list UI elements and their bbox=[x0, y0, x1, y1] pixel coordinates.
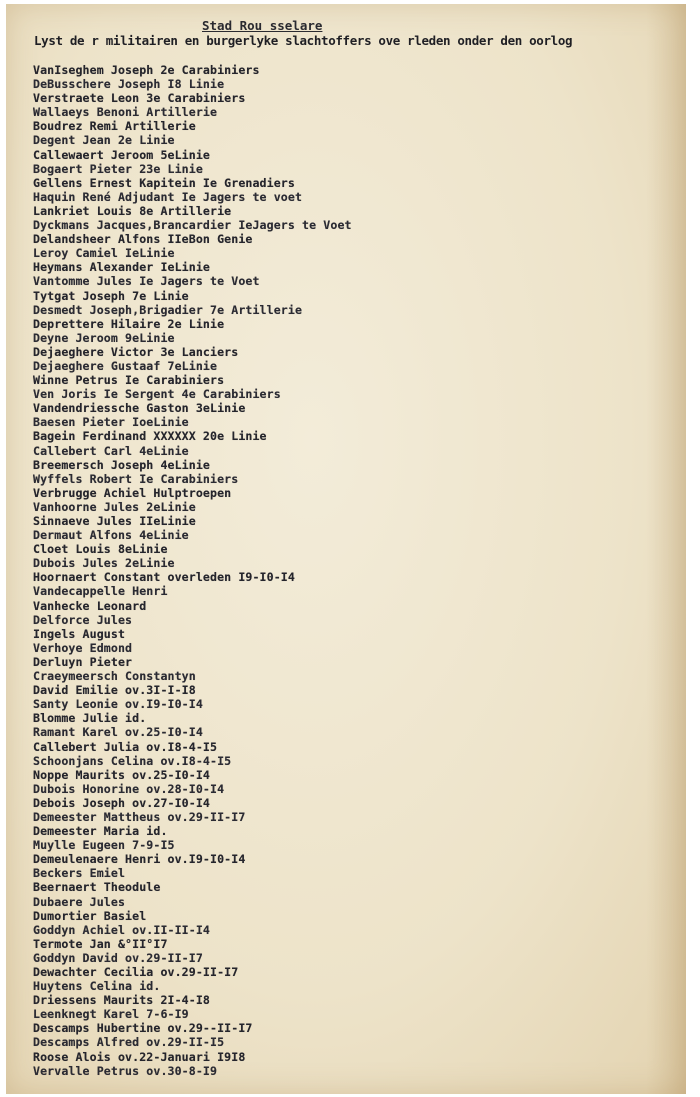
list-item: Winne Petrus Ie Carabiniers bbox=[33, 373, 225, 388]
casualty-list bbox=[33, 63, 673, 1078]
list-item: Wyffels Robert Ie Carabiniers bbox=[33, 471, 239, 486]
list-item: Demeester Mattheus ov.29-II-I7 bbox=[33, 809, 246, 824]
list-item: Dejaeghere Gustaaf 7eLinie bbox=[33, 358, 218, 373]
list-item: Delandsheer Alfons IIeBon Genie bbox=[33, 232, 253, 247]
list-item: Verbrugge Achiel Hulptroepen bbox=[33, 485, 232, 500]
list-item: David Emilie ov.3I-I-I8 bbox=[33, 683, 196, 698]
list-item: Ramant Karel ov.25-I0-I4 bbox=[33, 725, 203, 740]
document-page bbox=[6, 4, 686, 1094]
list-item: Beernaert Theodule bbox=[33, 880, 161, 895]
list-item: Dejaeghere Victor 3e Lanciers bbox=[33, 344, 239, 359]
list-item: Lankriet Louis 8e Artillerie bbox=[33, 203, 232, 218]
list-item: Descamps Hubertine ov.29--II-I7 bbox=[33, 1021, 253, 1036]
list-item: Demeulenaere Henri ov.I9-I0-I4 bbox=[33, 852, 246, 867]
list-item: Beckers Emiel bbox=[33, 866, 126, 881]
list-item: Leenknegt Karel 7-6-I9 bbox=[33, 1007, 189, 1022]
list-item: Haquin René Adjudant Ie Jagers te voet bbox=[33, 189, 303, 204]
list-item: Delforce Jules bbox=[33, 612, 133, 627]
list-item: Vanhecke Leonard bbox=[33, 598, 147, 613]
list-item: Dubois Jules 2eLinie bbox=[33, 556, 175, 571]
list-item: Vandendriessche Gaston 3eLinie bbox=[33, 401, 246, 416]
list-item: Blomme Julie id. bbox=[33, 711, 147, 726]
list-item: Verstraete Leon 3e Carabiniers bbox=[33, 91, 246, 106]
list-item: Degent Jean 2e Linie bbox=[33, 133, 175, 148]
list-item: Noppe Maurits ov.25-I0-I4 bbox=[33, 767, 211, 782]
list-item: Ingels August bbox=[33, 626, 126, 641]
list-item: Hoornaert Constant overleden I9-I0-I4 bbox=[33, 570, 295, 585]
list-item: Demeester Maria id. bbox=[33, 824, 168, 839]
list-item: Debois Joseph ov.27-I0-I4 bbox=[33, 795, 211, 810]
list-item: Bogaert Pieter 23e Linie bbox=[33, 161, 203, 176]
list-item: Dyckmans Jacques,Brancardier IeJagers te Voet bbox=[33, 218, 352, 233]
list-item: Vervalle Petrus ov.30-8-I9 bbox=[33, 1063, 218, 1078]
list-item: Wallaeys Benoni Artillerie bbox=[33, 105, 218, 120]
list-item: Tytgat Joseph 7e Linie bbox=[33, 288, 189, 303]
list-item: Callewaert Jeroom 5eLinie bbox=[33, 147, 211, 162]
list-item: Gellens Ernest Kapitein Ie Grenadiers bbox=[33, 175, 295, 190]
list-item: Baesen Pieter IoeLinie bbox=[33, 415, 189, 430]
list-item: Craeymeersch Constantyn bbox=[33, 669, 196, 684]
list-item: Leroy Camiel IeLinie bbox=[33, 246, 175, 261]
list-item: Desmedt Joseph,Brigadier 7e Artillerie bbox=[33, 302, 303, 317]
list-item: Vantomme Jules Ie Jagers te Voet bbox=[33, 274, 260, 289]
list-item: Callebert Carl 4eLinie bbox=[33, 443, 189, 458]
list-item: VanIseghem Joseph 2e Carabiniers bbox=[33, 63, 260, 77]
list-item: Derluyn Pieter bbox=[33, 654, 133, 669]
list-item: Bagein Ferdinand XXXXXX 20e Linie bbox=[33, 429, 267, 444]
list-item: Dumortier Basiel bbox=[33, 908, 147, 923]
list-item: Dubaere Jules bbox=[33, 894, 126, 909]
list-item: DeBusschere Joseph I8 Linie bbox=[33, 77, 225, 92]
list-item: Boudrez Remi Artillerie bbox=[33, 119, 196, 134]
list-item: Huytens Celina id. bbox=[33, 979, 161, 994]
list-item: Roose Alois ov.22-Januari I9I8 bbox=[33, 1049, 246, 1064]
list-item: Heymans Alexander IeLinie bbox=[33, 260, 211, 275]
list-item: Dubois Honorine ov.28-I0-I4 bbox=[33, 781, 225, 796]
list-item: Verhoye Edmond bbox=[33, 640, 133, 655]
list-item: Sinnaeve Jules IIeLinie bbox=[33, 514, 196, 528]
city-heading: Stad Rou sselare bbox=[202, 18, 323, 33]
list-item: Dewachter Cecilia ov.29-II-I7 bbox=[33, 965, 239, 979]
list-item: Driessens Maurits 2I-4-I8 bbox=[33, 993, 211, 1008]
list-item: Dermaut Alfons 4eLinie bbox=[33, 528, 189, 543]
list-item: Vanhoorne Jules 2eLinie bbox=[33, 499, 196, 514]
list-item: Cloet Louis 8eLinie bbox=[33, 542, 168, 557]
list-item: Goddyn Achiel ov.II-II-I4 bbox=[33, 922, 211, 937]
list-item: Breemersch Joseph 4eLinie bbox=[33, 457, 211, 472]
list-item: Ven Joris Ie Sergent 4e Carabiniers bbox=[33, 387, 281, 402]
list-item: Muylle Eugeen 7-9-I5 bbox=[33, 838, 175, 853]
list-item: Deyne Jeroom 9eLinie bbox=[33, 330, 175, 345]
list-item: Callebert Julia ov.I8-4-I5 bbox=[33, 739, 218, 754]
list-item: Schoonjans Celina ov.I8-4-I5 bbox=[33, 753, 232, 768]
document-title: Lyst de r militairen en burgerlyke slachtoffers ove rleden onder den oorlog bbox=[34, 33, 573, 48]
list-item: Santy Leonie ov.I9-I0-I4 bbox=[33, 697, 203, 712]
list-item: Descamps Alfred ov.29-II-I5 bbox=[33, 1035, 225, 1050]
list-item: Termote Jan &°II°I7 bbox=[33, 936, 168, 951]
list-item: Vandecappelle Henri bbox=[33, 584, 168, 599]
list-item: Deprettere Hilaire 2e Linie bbox=[33, 316, 225, 331]
list-item: Goddyn David ov.29-II-I7 bbox=[33, 950, 203, 965]
